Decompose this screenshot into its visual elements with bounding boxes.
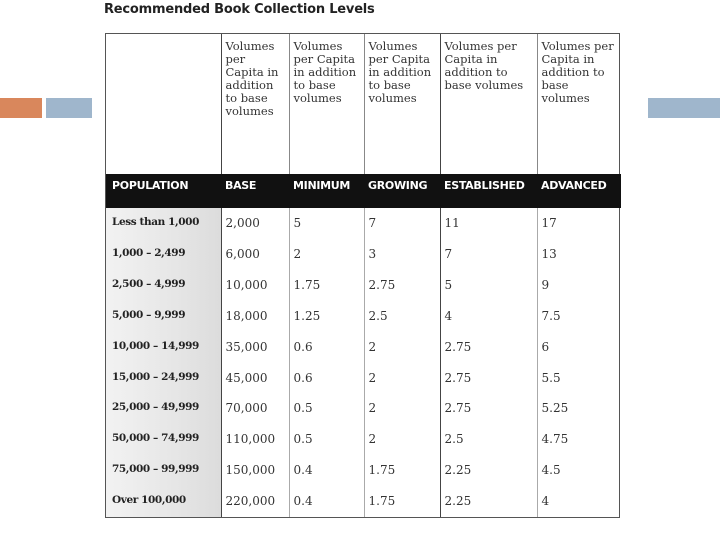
- cell-advanced: 7.5: [537, 301, 621, 332]
- cell-population: 10,000 – 14,999: [106, 332, 221, 363]
- cell-established: 11: [440, 208, 537, 239]
- cell-established: 4: [440, 301, 537, 332]
- description-cell-base: Volumes per Capita in addition to base volumes: [221, 34, 289, 174]
- cell-established: 2.5: [440, 424, 537, 455]
- table-row: [106, 486, 621, 517]
- cell-advanced: 13: [537, 239, 621, 270]
- cell-minimum: 0.5: [289, 393, 364, 424]
- cell-minimum: 5: [289, 208, 364, 239]
- description-cell-established: Volumes per Capita in addition to base volumes: [440, 34, 537, 174]
- cell-growing: 1.75: [364, 486, 440, 517]
- cell-advanced: 4.75: [537, 424, 621, 455]
- cell-growing: 2: [364, 332, 440, 363]
- cell-advanced: 17: [537, 208, 621, 239]
- cell-growing: 2: [364, 393, 440, 424]
- cell-advanced: 4.5: [537, 455, 621, 486]
- cell-base: 18,000: [221, 301, 289, 332]
- cell-base: 6,000: [221, 239, 289, 270]
- table-row: [106, 239, 621, 270]
- cell-population: 5,000 – 9,999: [106, 301, 221, 332]
- cell-base: 45,000: [221, 363, 289, 394]
- cell-base: 35,000: [221, 332, 289, 363]
- cell-growing: 2: [364, 424, 440, 455]
- cell-advanced: 5.5: [537, 363, 621, 394]
- cell-base: 150,000: [221, 455, 289, 486]
- cell-base: 220,000: [221, 486, 289, 517]
- cell-base: 110,000: [221, 424, 289, 455]
- table-row: [106, 270, 621, 301]
- column-header-population: POPULATION: [112, 179, 189, 193]
- cell-base: 70,000: [221, 393, 289, 424]
- blue-accent-bar-left: [46, 98, 92, 118]
- table-row: [106, 363, 621, 394]
- cell-advanced: 6: [537, 332, 621, 363]
- cell-population: Less than 1,000: [106, 208, 221, 239]
- cell-growing: 7: [364, 208, 440, 239]
- cell-minimum: 1.75: [289, 270, 364, 301]
- cell-population: Over 100,000: [106, 486, 221, 517]
- description-cell-growing: Volumes per Capita in addition to base volumes: [364, 34, 440, 174]
- cell-established: 2.75: [440, 393, 537, 424]
- column-header-minimum: MINIMUM: [293, 179, 351, 193]
- column-header-row: [106, 174, 621, 208]
- cell-minimum: 0.6: [289, 332, 364, 363]
- page-title: Recommended Book Collection Levels: [104, 2, 375, 17]
- cell-growing: 2.75: [364, 270, 440, 301]
- cell-growing: 2.5: [364, 301, 440, 332]
- cell-advanced: 9: [537, 270, 621, 301]
- cell-population: 25,000 – 49,999: [106, 393, 221, 424]
- column-header-advanced: ADVANCED: [541, 179, 607, 193]
- cell-growing: 2: [364, 363, 440, 394]
- description-cell-population: [106, 34, 221, 174]
- cell-minimum: 0.6: [289, 363, 364, 394]
- cell-established: 2.75: [440, 363, 537, 394]
- cell-growing: 1.75: [364, 455, 440, 486]
- cell-population: 50,000 – 74,999: [106, 424, 221, 455]
- cell-established: 2.75: [440, 332, 537, 363]
- cell-advanced: 5.25: [537, 393, 621, 424]
- cell-minimum: 2: [289, 239, 364, 270]
- table-row: [106, 208, 621, 239]
- blue-accent-bar-right: [648, 98, 720, 118]
- table-row: [106, 455, 621, 486]
- cell-population: 2,500 – 4,999: [106, 270, 221, 301]
- column-header-growing: GROWING: [368, 179, 428, 193]
- cell-population: 1,000 – 2,499: [106, 239, 221, 270]
- table-row: [106, 393, 621, 424]
- cell-minimum: 0.4: [289, 486, 364, 517]
- description-cell-minimum: Volumes per Capita in addition to base volumes: [289, 34, 364, 174]
- cell-established: 7: [440, 239, 537, 270]
- cell-advanced: 4: [537, 486, 621, 517]
- collection-levels-table: [105, 33, 620, 518]
- column-header-established: ESTABLISHED: [444, 179, 525, 193]
- cell-growing: 3: [364, 239, 440, 270]
- cell-population: 75,000 – 99,999: [106, 455, 221, 486]
- cell-population: 15,000 – 24,999: [106, 363, 221, 394]
- table-row: [106, 332, 621, 363]
- cell-base: 10,000: [221, 270, 289, 301]
- column-header-base: BASE: [225, 179, 257, 193]
- description-cell-advanced: Volumes per Capita in addition to base volumes: [537, 34, 621, 174]
- cell-established: 5: [440, 270, 537, 301]
- table-body: [106, 208, 621, 517]
- description-row: [106, 34, 621, 174]
- cell-established: 2.25: [440, 486, 537, 517]
- cell-base: 2,000: [221, 208, 289, 239]
- table-row: [106, 301, 621, 332]
- cell-minimum: 1.25: [289, 301, 364, 332]
- orange-accent-bar: [0, 98, 42, 118]
- cell-established: 2.25: [440, 455, 537, 486]
- cell-minimum: 0.5: [289, 424, 364, 455]
- table-row: [106, 424, 621, 455]
- cell-minimum: 0.4: [289, 455, 364, 486]
